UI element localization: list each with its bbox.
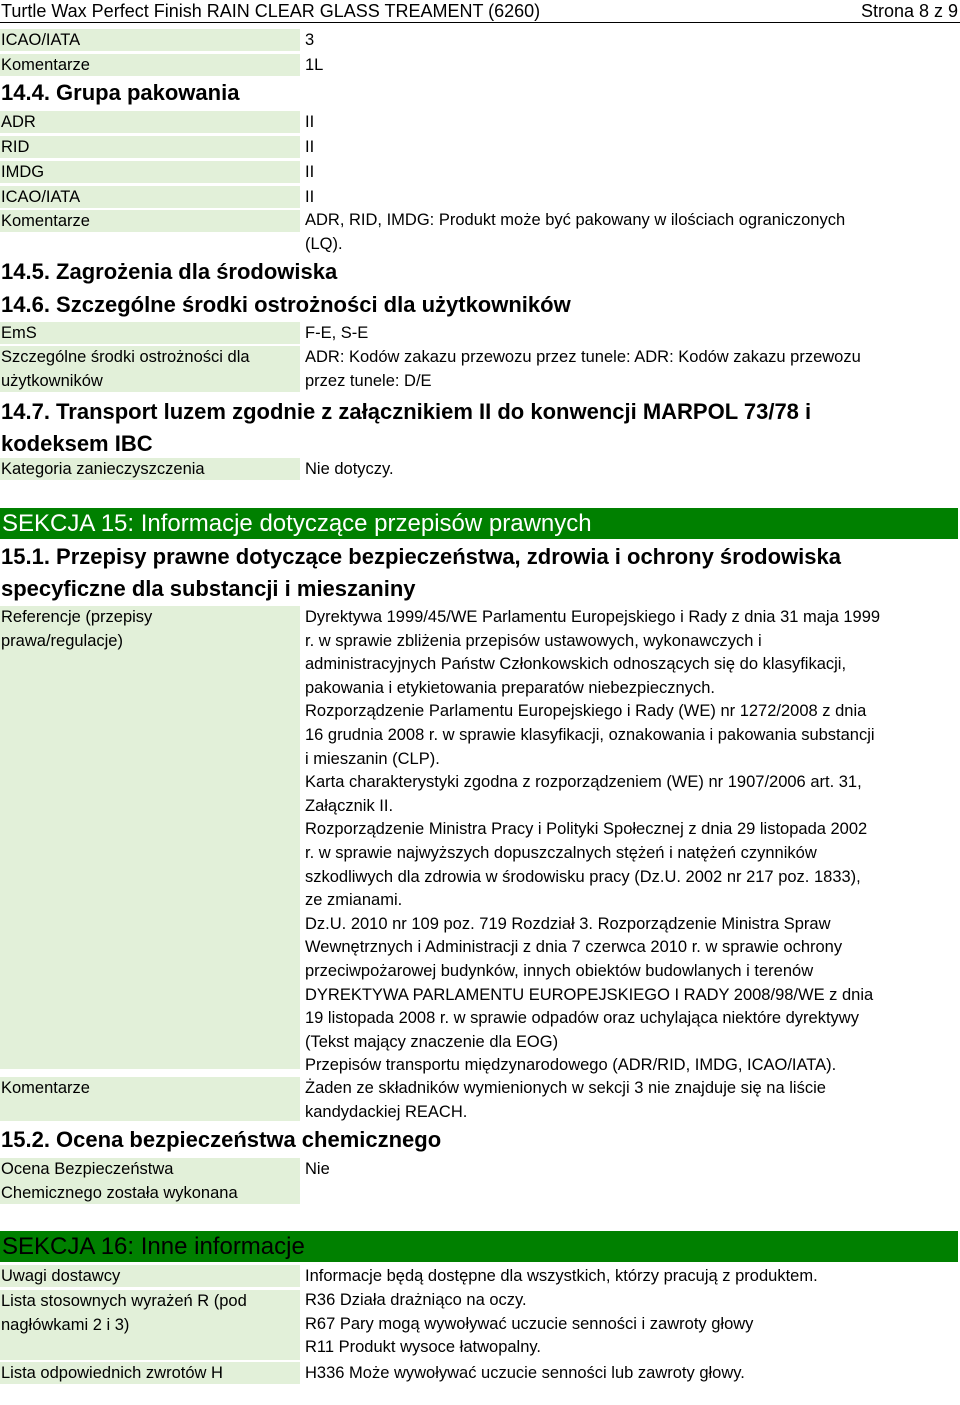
r-phrase-line: R11 Produkt wysoce łatwopalny.: [305, 1338, 542, 1357]
supplier-notes-value: Informacje będą dostępne dla wszystkich, którzy pracują z produktem.: [305, 1267, 818, 1285]
references-label: [0, 606, 300, 1069]
user-precautions-heading: 14.6. Szczególne środki ostrożności dla użytkowników: [1, 292, 571, 317]
reference-line: szkodliwych dla zdrowia w środowisku pracy (Dz.U. 2002 nr 217 poz. 1833),: [305, 867, 861, 886]
pg-icao-label: ICAO/IATA: [0, 186, 300, 208]
precautions-label: [0, 346, 300, 392]
pg-icao-value: II: [305, 188, 315, 206]
csa-heading: 15.2. Ocena bezpieczeństwa chemicznego: [1, 1127, 442, 1152]
pg-comments-value: [305, 209, 955, 256]
references-label-line: Referencje (przepisy: [1, 608, 153, 626]
icao-class-label: ICAO/IATA: [0, 29, 300, 51]
pg-rid-value: II: [305, 138, 315, 156]
reference-line: i mieszanin (CLP).: [305, 749, 440, 768]
r-phrases-label-line: Lista stosownych wyrażeń R (pod: [1, 1292, 247, 1310]
csa-label-line: Chemicznego została wykonana: [1, 1183, 238, 1202]
reference-line: Rozporządzenie Ministra Pracy i Polityki Społecznej z dnia 29 listopada 2002: [305, 820, 868, 839]
pg-comments-label: Komentarze: [0, 210, 300, 232]
r-phrases-value: [305, 1289, 955, 1360]
reference-line: 19 listopada 2008 r. w sprawie odpadów oraz uchylająca niektóre dyrektywy: [305, 1009, 859, 1028]
precautions-label-line: użytkowników: [1, 371, 103, 390]
h-statements-value: H336 Może wywoływać uczucie senności lub zawroty głowy.: [305, 1364, 745, 1382]
r-phrase-line: R36 Działa drażniąco na oczy.: [305, 1291, 527, 1309]
page-number: Strona 8 z 9: [860, 1, 958, 21]
pg-imdg-value: II: [305, 163, 315, 181]
reference-line: r. w sprawie najwyższych dopuszczalnych stężeń i natężeń czynników: [305, 843, 817, 862]
regulations-heading-line: 15.1. Przepisy prawne dotyczące bezpieczeństwa, zdrowia i ochrony środowiska: [1, 544, 841, 569]
reference-line: przeciwpożarowej budynków, innych obiektów budowlanych i terenów: [305, 961, 814, 980]
reference-line: administracyjnych Państw Członkowskich odnoszących się do klasyfikacji,: [305, 655, 847, 674]
references-value: [305, 606, 955, 1078]
pg-rid-label: RID: [0, 136, 300, 158]
pg-adr-value: II: [305, 113, 315, 131]
precautions-line: ADR: Kodów zakazu przewozu przez tunele: ADR: Kodów zakazu przewozu: [305, 348, 861, 366]
reference-line: Dz.U. 2010 nr 109 poz. 719 Rozdział 3. Rozporządzenie Ministra Spraw: [305, 914, 831, 933]
pg-imdg-label: IMDG: [0, 161, 300, 183]
pg-comments-line: (LQ).: [305, 234, 343, 253]
regulations-heading: [1, 541, 841, 605]
ems-value: F-E, S-E: [305, 324, 369, 342]
supplier-notes-label: Uwagi dostawcy: [0, 1265, 300, 1287]
environmental-hazards-heading: 14.5. Zagrożenia dla środowiska: [1, 259, 338, 284]
csa-value: Nie: [305, 1160, 330, 1178]
reference-line: ze zmianami.: [305, 891, 403, 910]
section-15-banner: SEKCJA 15: Informacje dotyczące przepisów prawnych: [0, 508, 958, 539]
precautions-line: przez tunele: D/E: [305, 371, 432, 390]
reg-comments-line: kandydackiej REACH.: [305, 1102, 468, 1121]
reference-line: 16 grudnia 2008 r. w sprawie klasyfikacji, oznakowania i pakowania substancji: [305, 725, 875, 744]
document-title: Turtle Wax Perfect Finish RAIN CLEAR GLASS TREAMENT (6260): [1, 1, 541, 21]
class-comments-label: Komentarze: [0, 54, 300, 76]
r-phrases-label-line: nagłówkami 2 i 3): [1, 1315, 130, 1334]
r-phrase-line: R67 Pary mogą wywoływać uczucie senności i zawroty głowy: [305, 1314, 754, 1333]
bulk-transport-heading-line: 14.7. Transport luzem zgodnie z załącznikiem II do konwencji MARPOL 73/78 i: [1, 399, 812, 424]
precautions-label-line: Szczególne środki ostrożności dla: [1, 348, 250, 366]
reg-comments-label: Komentarze: [0, 1077, 300, 1121]
reference-line: r. w sprawie zbliżenia przepisów ustawowych, wykonawczych i: [305, 631, 762, 650]
pg-comments-line: ADR, RID, IMDG: Produkt może być pakowany w ilościach ograniczonych: [305, 211, 846, 229]
reg-comments-value: [305, 1077, 955, 1124]
csa-label-line: Ocena Bezpieczeństwa: [1, 1160, 174, 1178]
reg-comments-line: Żaden ze składników wymienionych w sekcji 3 nie znajduje się na liście: [305, 1079, 826, 1097]
reference-line: Rozporządzenie Parlamentu Europejskiego i Rady (WE) nr 1272/2008 z dnia: [305, 702, 867, 721]
pg-adr-label: ADR: [0, 111, 300, 133]
pollution-category-value: Nie dotyczy.: [305, 460, 394, 478]
reference-line: Karta charakterystyki zgodna z rozporządzeniem (WE) nr 1907/2006 art. 31,: [305, 773, 862, 792]
page-header: [0, 0, 960, 23]
csa-label: [0, 1158, 300, 1204]
reference-line: Załącznik II.: [305, 796, 394, 815]
reference-line: Dyrektywa 1999/45/WE Parlamentu Europejskiego i Rady z dnia 31 maja 1999: [305, 608, 881, 626]
packing-group-heading: 14.4. Grupa pakowania: [1, 80, 240, 105]
section-16-banner: SEKCJA 16: Inne informacje: [0, 1231, 958, 1262]
class-comments-value: 1L: [305, 56, 324, 74]
reference-line: Przepisów transportu międzynarodowego (ADR/RID, IMDG, ICAO/IATA).: [305, 1056, 837, 1075]
reference-line: pakowania i etykietowania preparatów niebezpiecznych.: [305, 678, 715, 697]
references-label-line: prawa/regulacje): [1, 631, 123, 650]
regulations-heading-line: specyficzne dla substancji i mieszaniny: [1, 576, 416, 601]
r-phrases-label: [0, 1290, 300, 1360]
precautions-value: [305, 346, 955, 393]
bulk-transport-heading-line: kodeksem IBC: [1, 431, 153, 456]
reference-line: Wewnętrznych i Administracji z dnia 7 czerwca 2010 r. w sprawie ochrony: [305, 938, 843, 957]
reference-line: (Tekst mający znaczenie dla EOG): [305, 1032, 559, 1051]
reference-line: DYREKTYWA PARLAMENTU EUROPEJSKIEGO I RADY 2008/98/WE z dnia: [305, 985, 874, 1004]
icao-class-value: 3: [305, 31, 315, 49]
pollution-category-label: Kategoria zanieczyszczenia: [0, 458, 300, 480]
h-statements-label: Lista odpowiednich zwrotów H: [0, 1362, 300, 1384]
ems-label: EmS: [0, 322, 300, 344]
bulk-transport-heading: [1, 396, 811, 460]
